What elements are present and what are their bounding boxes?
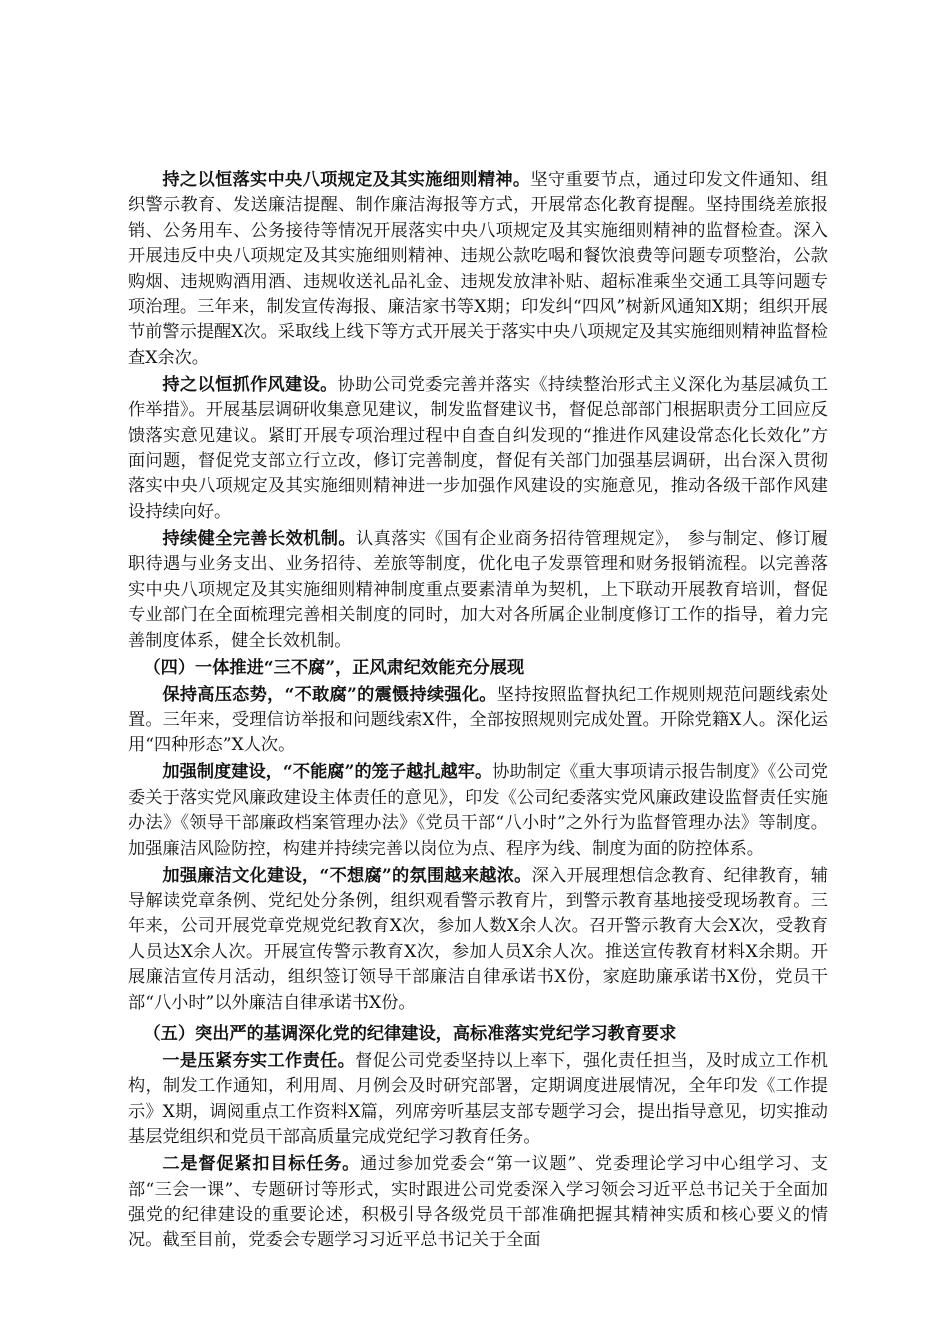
paragraph-lead: 持续健全完善长效机制。	[162, 528, 356, 549]
paragraph-long-term-mechanism	[128, 527, 828, 654]
paragraph-work-style	[128, 373, 828, 525]
paragraph-cannot	[128, 760, 828, 862]
paragraph-targets	[128, 1152, 828, 1254]
paragraph-body: 协助公司党委完善并落实《持续整治形式主义深化为基层减负工作举措》。开展基层调研收集意见建议，制发监督建议书，督促总部部门根据职责分工回应反馈落实意见建议。紧盯开展专项治理过程中自查自纠发现的“推进作风建设常态化长效化”方面问题，督促党支部立行立改，修订完善制度，督促有关部门加强基层调研，出台深入贯彻落实中央八项规定及其实施细则精神进一步加强作风建设的实施意见，推动各级干部作风建设持续向好。	[128, 374, 828, 522]
paragraph-do-not-want	[128, 864, 828, 1016]
paragraph-body: 坚持按照监督执纪工作规则规范问题线索处置。三年来，受理信访举报和问题线索X件，全部按照规则完成处置。开除党籍X人。深化运用“四种形态”X人次。	[128, 684, 828, 756]
section-heading-5: （五）突出严的基调深化党的纪律建设，高标准落实党纪学习教育要求	[143, 1023, 677, 1044]
paragraph-body: 协助制定《重大事项请示报告制度》《公司党委关于落实党风廉政建设主体责任的意见》，印发《公司纪委落实党风廉政建设监督责任实施办法》《领导干部廉政档案管理办法》《党员干部“八小时”之外行为监督管理办法》等制度。加强廉洁风险防控，构建并持续完善以岗位为点、程序为线、制度为面的防控体系。	[128, 762, 829, 859]
paragraph-lead: 加强廉洁文化建设，“不想腐”的氛围越来越浓。	[162, 865, 532, 886]
paragraph-body: 认真落实《国有企业商务招待管理规定》， 参与制定、修订履职待遇与业务支出、业务招待、差旅等制度，优化电子发票管理和财务报销流程。以完善落实中央八项规定及其实施细则精神制度重点要素清单为契机，上下联动开展教育培训，督促专业部门在全面梳理完善相关制度的同时，加大对各所属企业制度修订工作的指导，着力完善制度体系，健全长效机制。	[128, 528, 828, 651]
paragraph-lead: 持之以恒落实中央八项规定及其实施细则精神。	[162, 170, 531, 190]
paragraph-eight-rules	[128, 168, 828, 371]
section-heading-4: （四）一体推进“三不腐”，正风肃纪效能充分展现	[143, 657, 525, 678]
paragraph-body: 通过参加党委会“第一议题”、党委理论学习中心组学习、支部“三会一课”、专题研讨等形式，实时跟进公司党委深入学习领会习近平总书记关于全面加强党的纪律建设的重要论述，积极引导各级党员干部准确把握其精神实质和核心要义的情况。截至目前，党委会专题学习习近平总书记关于全面	[128, 1154, 828, 1251]
paragraph-lead: 一是压紧夯实工作责任。	[162, 1050, 356, 1071]
paragraph-body: 深入开展理想信念教育、纪律教育，辅导解读党章条例、党纪处分条例，组织观看警示教育片，到警示教育基地接受现场教育。三年来，公司开展党章党规党纪教育X次，参加人数X余人次。召开警示教育大会X次，受教育人员达X余人次。开展宣传警示教育X次，参加人员X余人次。推送宣传教育材料X余期。开展廉洁宣传月活动，组织签订领导干部廉洁自律承诺书X份，家庭助廉承诺书X份，党员干部“八小时”以外廉洁自律承诺书X份。	[128, 865, 828, 1013]
paragraph-lead: 二是督促紧扣目标任务。	[162, 1154, 361, 1175]
paragraph-body: 督促公司党委坚持以上率下，强化责任担当，及时成立工作机构，制发工作通知，利用周、月例会及时研究部署，定期调度进展情况，全年印发《工作提示》X期，调阅重点工作资料X篇，列席旁听基层支部专题学习会，提出指导意见，切实推动基层党组织和党员干部高质量完成党纪学习教育任务。	[128, 1050, 828, 1148]
paragraph-dare-not	[128, 683, 828, 759]
paragraph-lead: 保持高压态势，“不敢腐”的震慑持续强化。	[162, 684, 497, 705]
paragraph-body: 坚守重要节点，通过印发文件通知、组织警示教育、发送廉洁提醒、制作廉洁海报等方式，开展常态化教育提醒。坚持围绕差旅报销、公务用车、公务接待等情况开展落实中央八项规定及其实施细则精神的监督检查。深入开展违反中央八项规定及其实施细则精神、违规公款吃喝和餐饮浪费等问题专项整治，公款购烟、违规购酒用酒、违规收送礼品礼金、违规发放津补贴、超标准乘坐交通工具等问题专项治理。三年来，制发宣传海报、廉洁家书等X期；印发纠“四风”树新风通知X期；组织开展节前警示提醒X次。采取线上线下等方式开展关于落实中央八项规定及其实施细则精神监督检查X余次。	[128, 170, 828, 368]
document-page	[128, 168, 828, 1255]
paragraph-lead: 持之以恒抓作风建设。	[162, 374, 338, 395]
paragraph-responsibility	[128, 1049, 828, 1151]
paragraph-lead: 加强制度建设，“不能腐”的笼子越扎越牢。	[162, 762, 493, 783]
